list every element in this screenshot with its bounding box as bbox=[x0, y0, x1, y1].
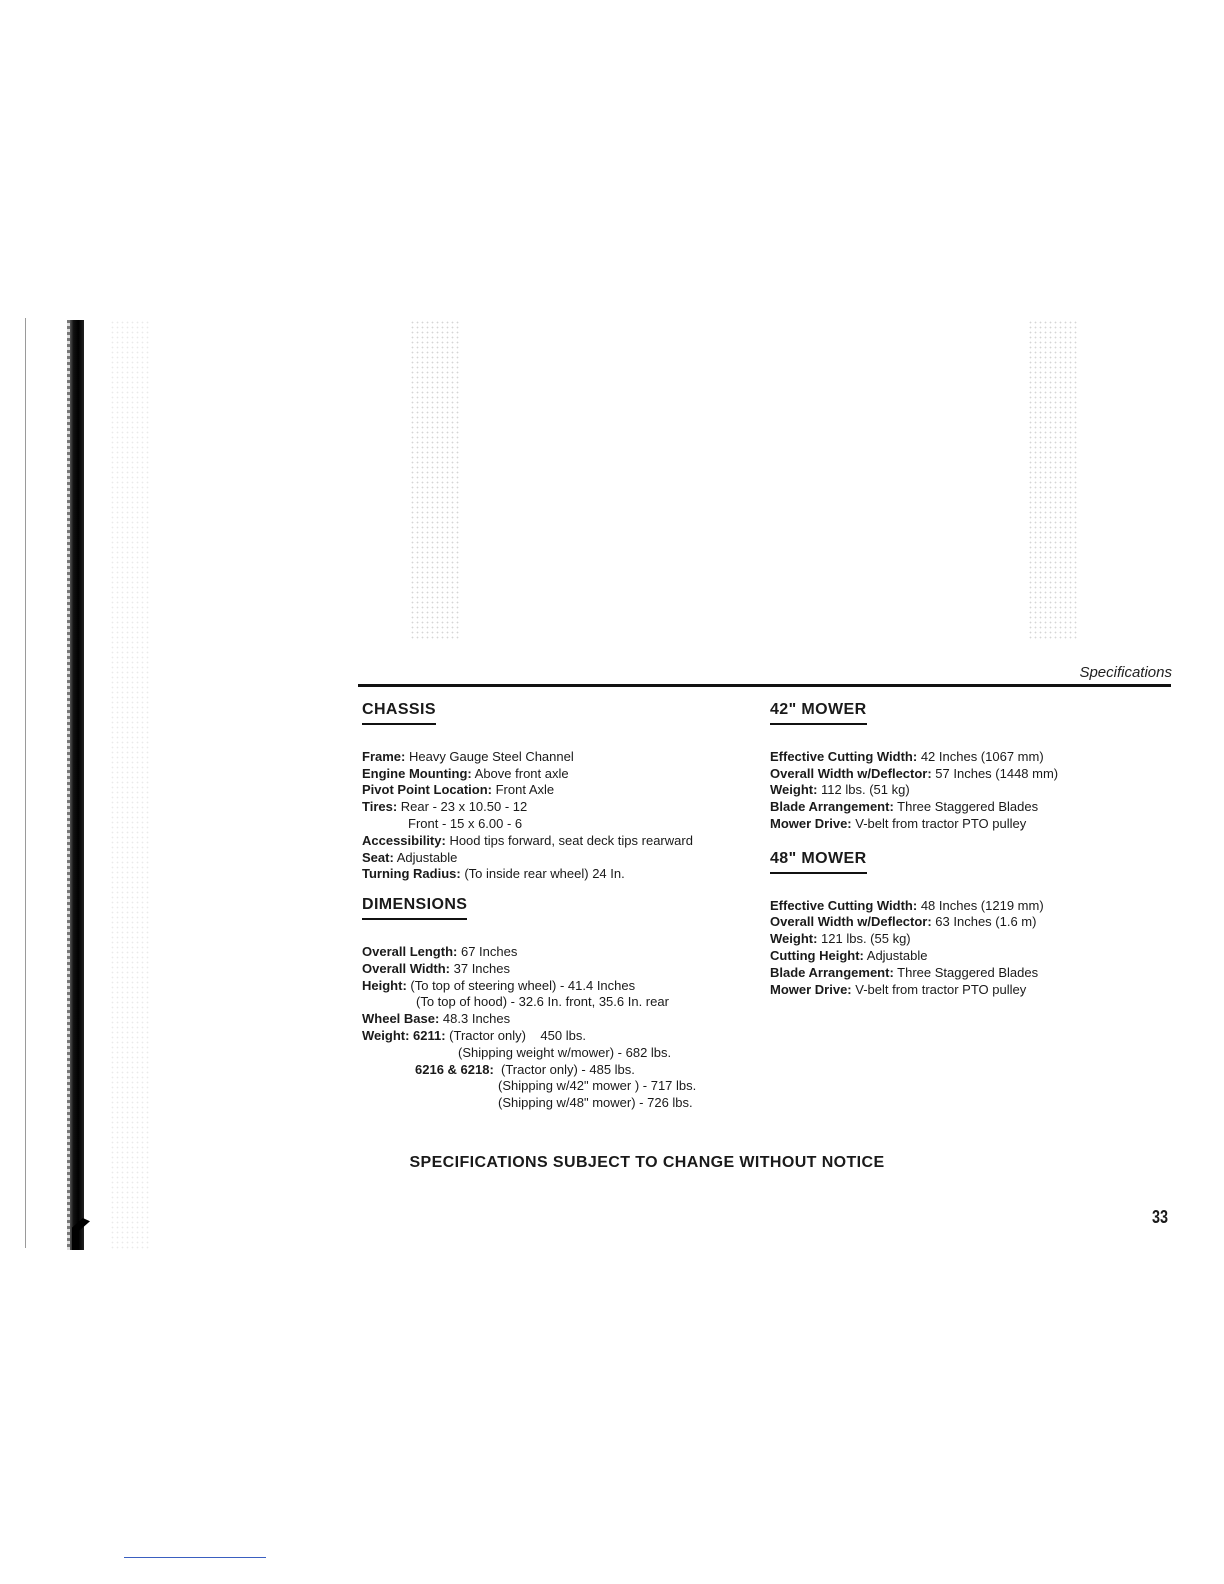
spec-value: 121 lbs. (55 kg) bbox=[817, 931, 911, 947]
chassis-section bbox=[362, 702, 762, 883]
dimensions-heading: DIMENSIONS bbox=[362, 897, 467, 920]
spec-line-overall-width-deflector bbox=[770, 914, 1170, 931]
spec-line-weight-shipping-48 bbox=[362, 1095, 762, 1112]
page-number: 33 bbox=[1151, 1207, 1168, 1227]
header-rule bbox=[358, 684, 1171, 687]
spec-value: (Tractor only) - 485 lbs. bbox=[493, 1061, 635, 1077]
spec-value: (To inside rear wheel) 24 In. bbox=[460, 866, 625, 882]
dimensions-spec-list bbox=[362, 944, 762, 1112]
spec-value: (To top of hood) - 32.6 In. front, 35.6 In. rear bbox=[416, 994, 669, 1010]
binding-edge-bar bbox=[70, 320, 84, 1250]
spec-value: (Shipping weight w/mower) - 682 lbs. bbox=[458, 1044, 672, 1060]
spec-value: 42 Inches (1067 mm) bbox=[917, 748, 1044, 764]
change-notice: SPECIFICATIONS SUBJECT TO CHANGE WITHOUT NOTICE bbox=[409, 1154, 885, 1171]
spec-label: Effective Cutting Width: bbox=[770, 748, 918, 764]
spec-label: Overall Width: bbox=[362, 960, 451, 976]
spec-value: (Tractor only) 450 lbs. bbox=[445, 1027, 586, 1043]
spec-line-mower-drive bbox=[770, 816, 1170, 833]
spec-line-effective-cutting-width bbox=[770, 898, 1170, 915]
spec-line-weight-6211 bbox=[362, 1028, 762, 1045]
spec-label: Seat: bbox=[362, 849, 394, 865]
spec-line-overall-width-deflector bbox=[770, 766, 1170, 783]
spec-line-weight-shipping-42 bbox=[362, 1078, 762, 1095]
spec-value: 48.3 Inches bbox=[439, 1011, 511, 1027]
spec-value: (To top of steering wheel) - 41.4 Inches bbox=[406, 977, 636, 993]
spec-value: Front - 15 x 6.00 - 6 bbox=[408, 815, 523, 831]
spec-line-overall-width bbox=[362, 961, 762, 978]
spec-label: Pivot Point Location: bbox=[362, 782, 492, 798]
mower-42-section bbox=[770, 702, 1170, 833]
spec-value: Three Staggered Blades bbox=[893, 799, 1039, 815]
spec-value: 67 Inches bbox=[457, 943, 518, 959]
spec-line-weight bbox=[770, 931, 1170, 948]
spec-line-turning-radius bbox=[362, 866, 762, 883]
mower-48-section bbox=[770, 851, 1170, 999]
spec-label: Accessibility: bbox=[362, 832, 446, 848]
spec-value: 112 lbs. (51 kg) bbox=[817, 782, 910, 798]
spec-line-seat bbox=[362, 850, 762, 867]
spec-value: Adjustable bbox=[863, 947, 928, 963]
spec-line-weight-6216-6218 bbox=[362, 1062, 762, 1079]
spec-value: Heavy Gauge Steel Channel bbox=[405, 748, 574, 764]
spec-label: Blade Arrangement: bbox=[770, 964, 894, 980]
spec-label: Engine Mounting: bbox=[362, 765, 472, 781]
spec-label: Height: bbox=[362, 977, 407, 993]
spec-label: Mower Drive: bbox=[770, 815, 852, 831]
spec-label: Mower Drive: bbox=[770, 981, 852, 997]
spec-value: 48 Inches (1219 mm) bbox=[917, 897, 1044, 913]
spec-line-blade-arrangement bbox=[770, 965, 1170, 982]
spec-line-pivot-point bbox=[362, 782, 762, 799]
spec-value: Above front axle bbox=[471, 765, 569, 781]
spec-line-overall-length bbox=[362, 944, 762, 961]
chassis-heading: CHASSIS bbox=[362, 702, 436, 725]
spec-label: Turning Radius: bbox=[362, 866, 461, 882]
spec-line-tires bbox=[362, 799, 762, 816]
spec-label: Overall Length: bbox=[362, 943, 458, 959]
chassis-spec-list bbox=[362, 749, 762, 883]
spec-value: Rear - 23 x 10.50 - 12 bbox=[397, 799, 528, 815]
spec-value: Three Staggered Blades bbox=[893, 964, 1039, 980]
spec-label: Wheel Base: bbox=[362, 1011, 440, 1027]
dimensions-section bbox=[362, 897, 762, 1112]
spec-value: (Shipping w/42" mower ) - 717 lbs. bbox=[498, 1078, 697, 1094]
spec-label: Weight: 6211: bbox=[362, 1027, 446, 1043]
spec-value: Front Axle bbox=[492, 782, 555, 798]
spec-label: Weight: bbox=[770, 931, 818, 947]
mower-48-spec-list bbox=[770, 898, 1170, 999]
spec-value: Adjustable bbox=[393, 849, 458, 865]
spec-line-wheel-base bbox=[362, 1011, 762, 1028]
spec-line-blade-arrangement bbox=[770, 799, 1170, 816]
binding-edge-line bbox=[25, 318, 26, 1248]
spec-label: Weight: bbox=[770, 782, 818, 798]
spec-line-height bbox=[362, 978, 762, 995]
left-column bbox=[362, 702, 762, 1112]
spec-line-engine-mounting bbox=[362, 766, 762, 783]
spec-value: (Shipping w/48" mower) - 726 lbs. bbox=[498, 1095, 693, 1111]
spec-label: Overall Width w/Deflector: bbox=[770, 914, 932, 930]
footer-rule bbox=[124, 1557, 266, 1558]
mower-42-spec-list bbox=[770, 749, 1170, 833]
spec-label: Cutting Height: bbox=[770, 947, 864, 963]
spec-label: Overall Width w/Deflector: bbox=[770, 765, 932, 781]
spec-value: 37 Inches bbox=[450, 960, 511, 976]
scan-speckle-left bbox=[410, 320, 460, 640]
spec-label: Blade Arrangement: bbox=[770, 799, 894, 815]
spec-label: Tires: bbox=[362, 799, 398, 815]
spec-line-weight bbox=[770, 782, 1170, 799]
spec-line-effective-cutting-width bbox=[770, 749, 1170, 766]
spec-value: V-belt from tractor PTO pulley bbox=[851, 815, 1027, 831]
page-section-label: Specifications bbox=[1079, 664, 1172, 681]
scan-speckle-right bbox=[1028, 320, 1078, 640]
spec-line-frame bbox=[362, 749, 762, 766]
spec-label: 6216 & 6218: bbox=[415, 1061, 494, 1077]
spec-value: Hood tips forward, seat deck tips rearward bbox=[445, 832, 693, 848]
spec-line-cutting-height bbox=[770, 948, 1170, 965]
scan-speckle-margin bbox=[110, 320, 150, 1250]
spec-value: 57 Inches (1448 mm) bbox=[931, 765, 1059, 781]
spec-line-mower-drive bbox=[770, 982, 1170, 999]
spec-label: Frame: bbox=[362, 748, 406, 764]
right-column bbox=[770, 702, 1170, 998]
spec-line-tires-front bbox=[362, 816, 762, 833]
mower-42-heading: 42" MOWER bbox=[770, 702, 867, 725]
mower-48-heading: 48" MOWER bbox=[770, 851, 867, 874]
spec-label: Effective Cutting Width: bbox=[770, 897, 918, 913]
spec-line-weight-6211-shipping bbox=[362, 1045, 762, 1062]
spec-value: 63 Inches (1.6 m) bbox=[931, 914, 1037, 930]
spec-line-accessibility bbox=[362, 833, 762, 850]
spec-line-height-hood bbox=[362, 994, 762, 1011]
spec-value: V-belt from tractor PTO pulley bbox=[851, 981, 1027, 997]
